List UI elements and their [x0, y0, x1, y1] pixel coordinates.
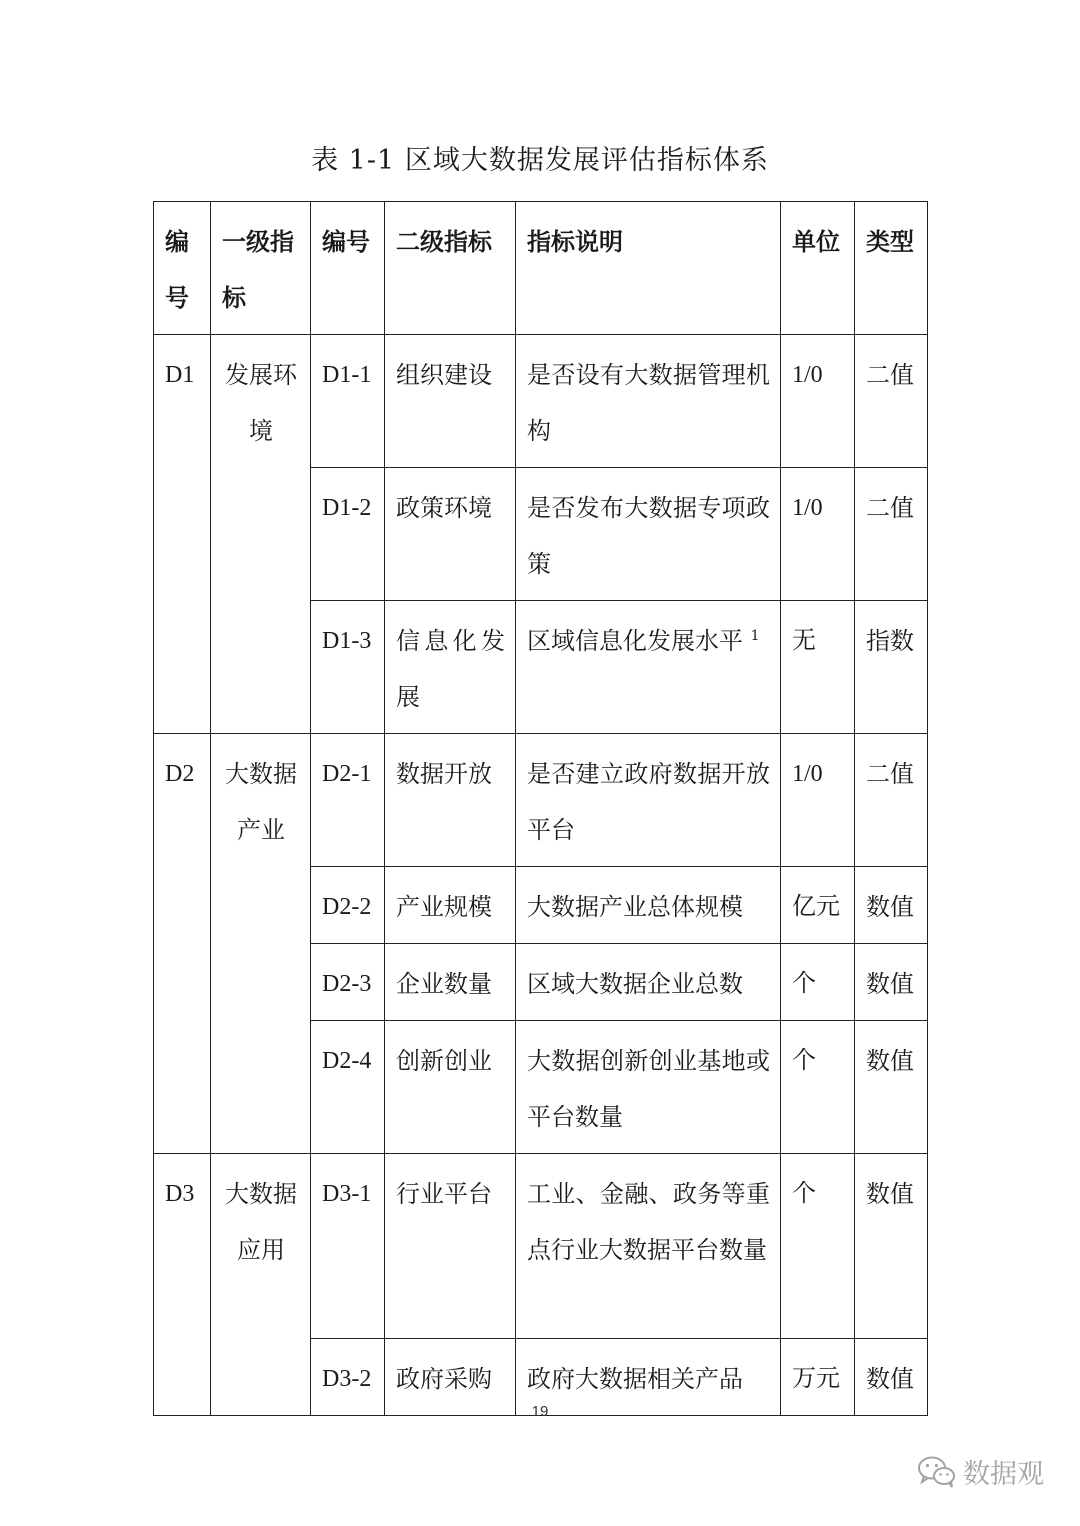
table-row	[154, 335, 928, 468]
unit: 1/0	[781, 335, 855, 468]
table-title: 表 1-1 区域大数据发展评估指标体系	[311, 145, 769, 176]
table-row	[154, 734, 928, 867]
level2-name: 数据开放	[385, 734, 516, 867]
type: 数值	[855, 1154, 928, 1339]
level2-name: 信息化发展	[385, 601, 516, 734]
header-subcode: 编号	[311, 202, 385, 335]
description: 区域大数据企业总数	[516, 944, 781, 1021]
description: 大数据产业总体规模	[516, 867, 781, 944]
sub-code: D1-3	[311, 601, 385, 734]
group-name: 发展环境	[211, 335, 311, 734]
sub-code: D2-2	[311, 867, 385, 944]
description: 大数据创新创业基地或平台数量	[516, 1021, 781, 1154]
group-code: D1	[154, 335, 211, 734]
header-level2: 二级指标	[385, 202, 516, 335]
type: 二值	[855, 734, 928, 867]
sub-code: D1-2	[311, 468, 385, 601]
table-row	[154, 1154, 928, 1339]
wechat-icon	[917, 1455, 957, 1489]
type: 指数	[855, 601, 928, 734]
sub-code: D1-1	[311, 335, 385, 468]
type: 二值	[855, 468, 928, 601]
unit: 万元	[781, 1339, 855, 1416]
header-code: 编号	[154, 202, 211, 335]
description: 是否建立政府数据开放平台	[516, 734, 781, 867]
description	[516, 601, 781, 734]
watermark	[917, 1452, 1044, 1491]
description: 是否设有大数据管理机构	[516, 335, 781, 468]
type: 数值	[855, 1339, 928, 1416]
watermark-text: 数据观	[963, 1459, 1044, 1490]
group-name: 大数据应用	[211, 1154, 311, 1416]
header-unit: 单位	[781, 202, 855, 335]
group-name: 大数据产业	[211, 734, 311, 1154]
type: 数值	[855, 1021, 928, 1154]
level2-name: 企业数量	[385, 944, 516, 1021]
sub-code: D3-1	[311, 1154, 385, 1339]
level2-name: 产业规模	[385, 867, 516, 944]
header-description: 指标说明	[516, 202, 781, 335]
description: 政府大数据相关产品	[516, 1339, 781, 1416]
group-code: D3	[154, 1154, 211, 1416]
level2-name: 行业平台	[385, 1154, 516, 1339]
sub-code: D2-1	[311, 734, 385, 867]
description-text: 区域信息化发展水平	[527, 627, 743, 655]
sub-code: D2-3	[311, 944, 385, 1021]
indicator-table	[153, 201, 928, 1416]
level2-name: 政策环境	[385, 468, 516, 601]
footnote-marker: 1	[750, 628, 760, 644]
unit: 亿元	[781, 867, 855, 944]
unit: 个	[781, 944, 855, 1021]
unit: 1/0	[781, 468, 855, 601]
sub-code: D3-2	[311, 1339, 385, 1416]
description: 是否发布大数据专项政策	[516, 468, 781, 601]
header-type: 类型	[855, 202, 928, 335]
type: 数值	[855, 867, 928, 944]
type: 二值	[855, 335, 928, 468]
level2-name: 组织建设	[385, 335, 516, 468]
unit: 个	[781, 1021, 855, 1154]
unit: 个	[781, 1154, 855, 1339]
unit: 无	[781, 601, 855, 734]
level2-name: 创新创业	[385, 1021, 516, 1154]
header-level1: 一级指标	[211, 202, 311, 335]
header-row	[154, 202, 928, 335]
group-code: D2	[154, 734, 211, 1154]
type: 数值	[855, 944, 928, 1021]
sub-code: D2-4	[311, 1021, 385, 1154]
description: 工业、金融、政务等重点行业大数据平台数量	[516, 1154, 781, 1339]
page-number: 19	[531, 1403, 549, 1420]
level2-name: 政府采购	[385, 1339, 516, 1416]
unit: 1/0	[781, 734, 855, 867]
